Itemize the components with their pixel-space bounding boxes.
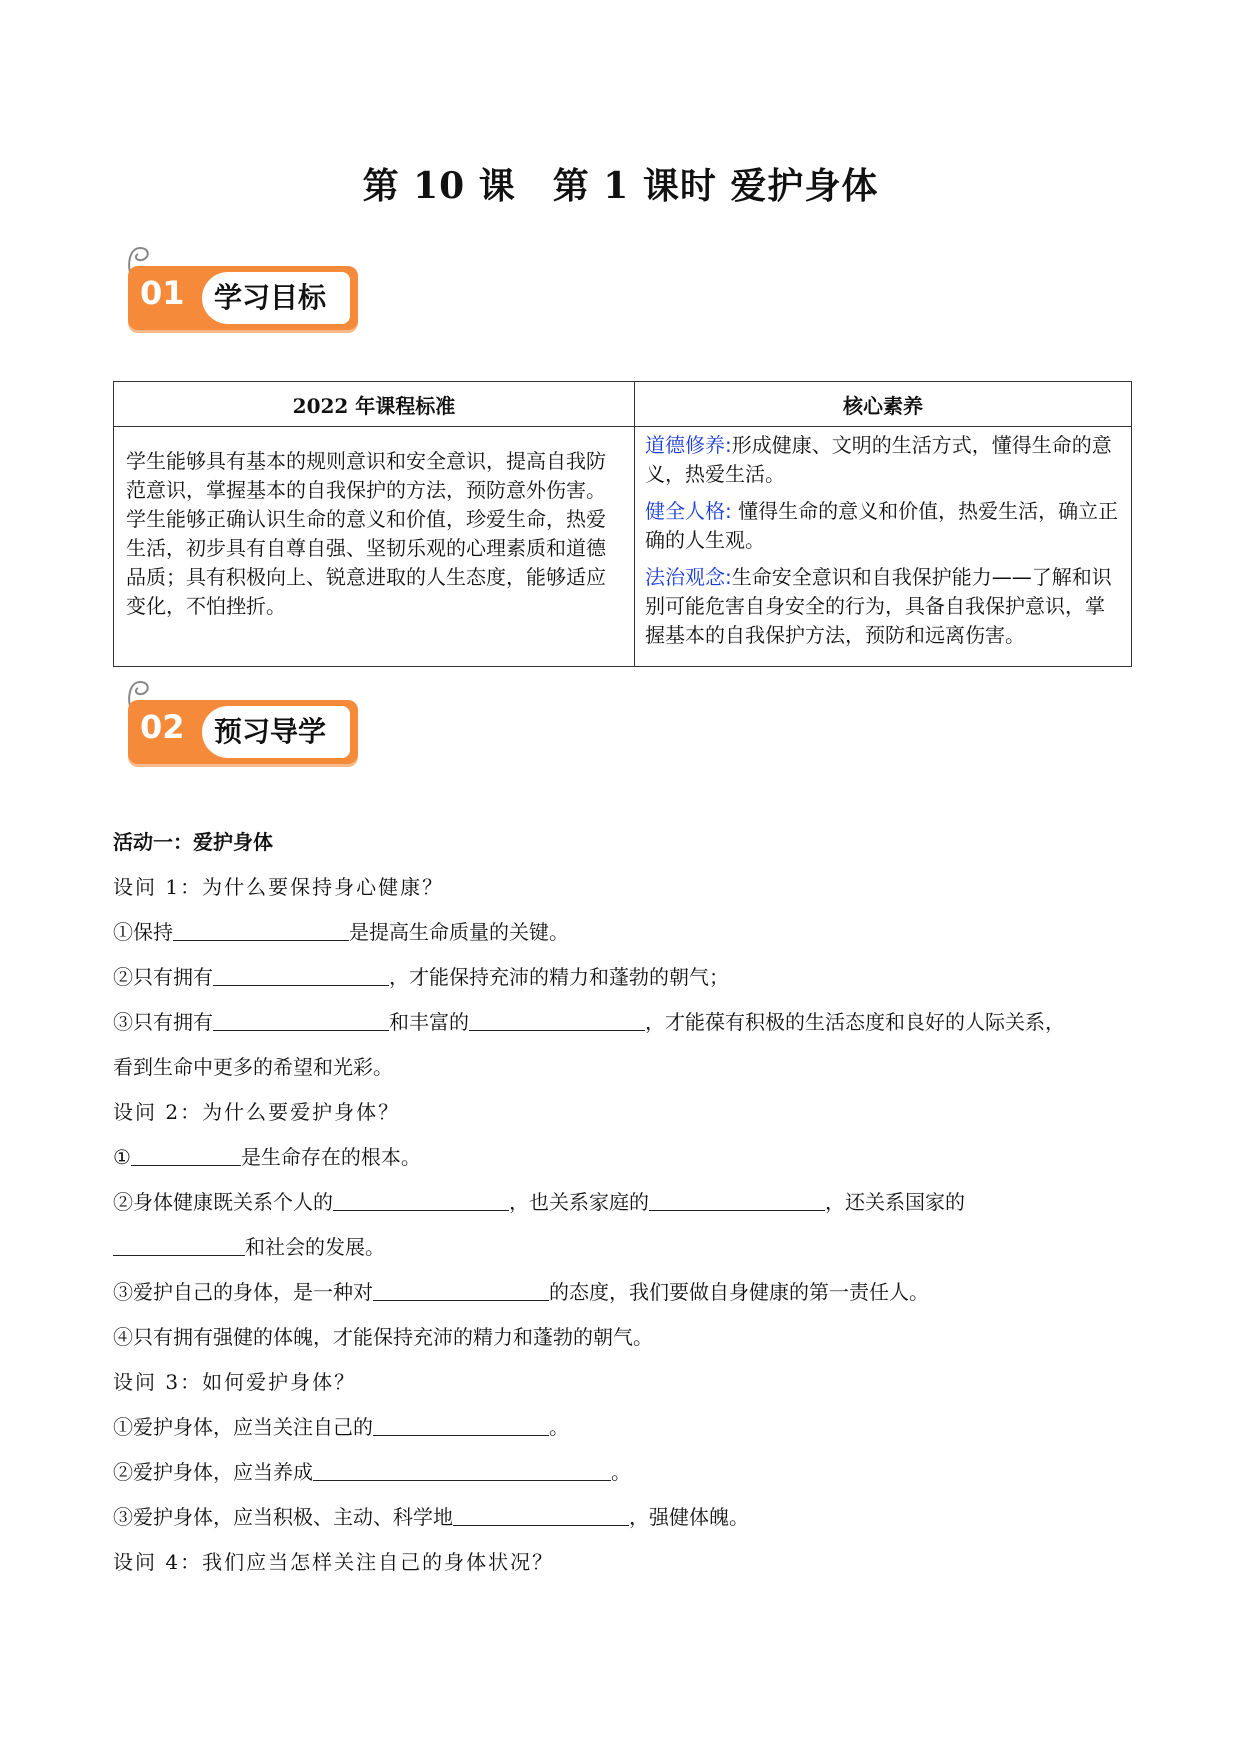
question-1: 设问 1：为什么要保持身心健康？ [113, 875, 445, 899]
text-segment: ③只有拥有 [113, 1010, 213, 1034]
fill-blank[interactable] [131, 1147, 241, 1166]
fill-blank[interactable] [649, 1192, 825, 1211]
text-segment: ，才能保持充沛的精力和蓬勃的朝气； [389, 965, 729, 989]
text-segment: ①爱护身体，应当关注自己的 [113, 1415, 373, 1439]
section-badge-objectives [124, 244, 364, 334]
answer-line [113, 910, 1133, 955]
answer-line [113, 1405, 1133, 1450]
fill-blank[interactable] [373, 1417, 549, 1436]
text-segment: ②只有拥有 [113, 965, 213, 989]
fill-blank[interactable] [173, 922, 349, 941]
question-4: 设问 4：我们应当怎样关注自己的身体状况？ [113, 1550, 555, 1574]
text-segment: ，才能葆有积极的生活态度和良好的人际关系， [645, 1010, 1065, 1034]
badge-label: 学习目标 [202, 272, 350, 324]
text-segment: 和社会的发展。 [245, 1235, 385, 1259]
literacy-item [645, 431, 1119, 489]
text-segment: ②爱护身体，应当养成 [113, 1460, 313, 1484]
header-curriculum-standard: 2022 年课程标准 [114, 382, 635, 427]
preview-content [113, 820, 1133, 1585]
fill-blank[interactable] [313, 1462, 611, 1481]
text-segment: 和丰富的 [389, 1010, 469, 1034]
answer-line [113, 1135, 1133, 1180]
literacy-key: 健全人格: [645, 499, 732, 523]
fill-blank[interactable] [213, 967, 389, 986]
activity-heading: 活动一：爱护身体 [113, 830, 273, 854]
badge-label: 预习导学 [202, 706, 350, 758]
text-segment: ，强健体魄。 [629, 1505, 749, 1529]
text-segment: 是提高生命质量的关键。 [349, 920, 569, 944]
answer-line [113, 1495, 1133, 1540]
text-segment: 。 [611, 1460, 631, 1484]
core-literacy-cell [635, 427, 1132, 667]
question-3: 设问 3：如何爱护身体？ [113, 1370, 357, 1394]
text-segment: ，也关系家庭的 [509, 1190, 649, 1214]
page-title: 第 10 课 第 1 课时 爱护身体 [362, 165, 879, 207]
badge-number: 01 [140, 274, 185, 312]
literacy-key: 法治观念: [645, 565, 732, 589]
section-badge-preview [124, 678, 364, 768]
text-segment: ，还关系国家的 [825, 1190, 965, 1214]
literacy-key: 道德修养: [645, 433, 732, 457]
literacy-item [645, 497, 1119, 555]
fill-blank[interactable] [213, 1012, 389, 1031]
answer-line [113, 1180, 1133, 1225]
answer-line [113, 955, 1133, 1000]
curriculum-standard-text: 学生能够具有基本的规则意识和安全意识，提高自我防范意识，掌握基本的自我保护的方法，预防意外伤害。学生能够正确认识生命的意义和价值，珍爱生命，热爱生活，初步具有自尊自强、坚韧乐观的心理素质和道德品质；具有积极向上、锐意进取的人生态度，能够适应变化，不怕挫折。 [114, 427, 635, 667]
answer-line [113, 1225, 1133, 1270]
text-segment: ②身体健康既关系个人的 [113, 1190, 333, 1214]
text-segment: ③爱护身体，应当积极、主动、科学地 [113, 1505, 453, 1529]
text-segment: 的态度，我们要做自身健康的第一责任人。 [549, 1280, 929, 1304]
fill-blank[interactable] [453, 1507, 629, 1526]
standards-table [113, 381, 1132, 667]
text-segment: ① [113, 1145, 131, 1169]
text-segment: ③爱护自己的身体，是一种对 [113, 1280, 373, 1304]
answer-line [113, 1270, 1133, 1315]
fill-blank[interactable] [373, 1282, 549, 1301]
table-row [114, 427, 1132, 667]
text-segment: ①保持 [113, 920, 173, 944]
literacy-text: 生命安全意识和自我保护能力——了解和识别可能危害自身安全的行为，具备自我保护意识，掌握基本的自我保护方法，预防和远离伤害。 [645, 565, 1112, 647]
literacy-text: 懂得生命的意义和价值，热爱生活，确立正确的人生观。 [645, 499, 1119, 552]
literacy-text: 形成健康、文明的生活方式，懂得生命的意义，热爱生活。 [645, 433, 1112, 486]
text-segment: 。 [549, 1415, 569, 1439]
answer-line-continued: 看到生命中更多的希望和光彩。 [113, 1055, 393, 1079]
fill-blank[interactable] [333, 1192, 509, 1211]
answer-line: ④只有拥有强健的体魄，才能保持充沛的精力和蓬勃的朝气。 [113, 1325, 653, 1349]
literacy-item [645, 563, 1119, 650]
fill-blank[interactable] [469, 1012, 645, 1031]
answer-line [113, 1000, 1133, 1045]
answer-line [113, 1450, 1133, 1495]
table-header-row [114, 382, 1132, 427]
question-2: 设问 2：为什么要爱护身体？ [113, 1100, 401, 1124]
text-segment: 是生命存在的根本。 [240, 1145, 421, 1169]
badge-number: 02 [140, 708, 185, 746]
header-core-literacy: 核心素养 [635, 382, 1132, 427]
fill-blank[interactable] [113, 1237, 245, 1256]
